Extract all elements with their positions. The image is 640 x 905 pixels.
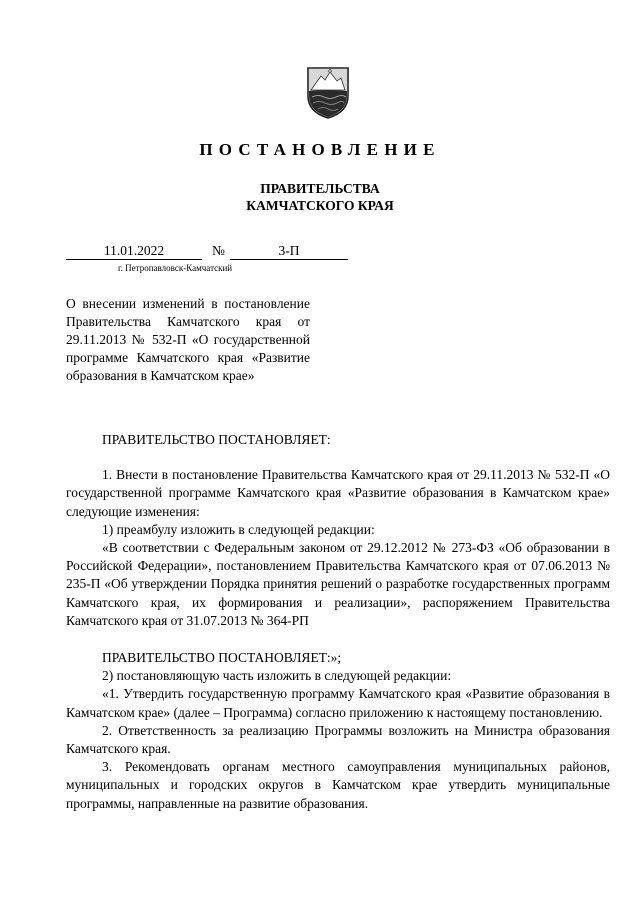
document-number: 3-П bbox=[230, 243, 348, 260]
paragraph-6: 2. Ответственность за реализацию Программы возложить на Министра образования Камчатского края. bbox=[66, 722, 610, 757]
document-body bbox=[66, 431, 610, 813]
paragraph-3: «В соответствии с Федеральным законом от 29.12.2012 № 273-ФЗ «Об образовании в Российской Федерации», постановлением Правительства Камчатского края от 07.06.2013 № 235-П «Об утверждении Порядка принятия решений о разработке государственных программ Камчатского края, их формирования и реализации», распоряжением Правительства Камчатского края от 31.07.2013 № 364-РП bbox=[66, 540, 610, 628]
resolves-quoted-line: ПРАВИТЕЛЬСТВО ПОСТАНОВЛЯЕТ:»; bbox=[102, 650, 342, 666]
issuer-name bbox=[0, 180, 640, 214]
issuer-line-1: ПРАВИТЕЛЬСТВА bbox=[260, 181, 380, 196]
paragraph-4: 2) постановляющую часть изложить в следующей редакции: bbox=[102, 668, 452, 684]
paragraph-2: 1) преамбулу изложить в следующей редакции: bbox=[102, 521, 375, 537]
document-subject: О внесении изменений в постановление Правительства Камчатского края от 29.11.2013 № 532-П «О государственной программе Камчатского края «Развитие образования в Камчатском крае» bbox=[66, 296, 310, 383]
paragraph-5: «1. Утвердить государственную программу Камчатского края «Развитие образования в Камчатском крае» (далее – Программа) согласно приложению к настоящему постановлению. bbox=[66, 686, 610, 720]
paragraph-7: 3. Рекомендовать органам местного самоуправления муниципальных районов, муниципальных и городских округов в Камчатском крае утвердить муниципальные программы, направленные на развитие образования. bbox=[66, 759, 610, 811]
number-sign: № bbox=[212, 243, 225, 258]
issue-city: г. Петропавловск-Камчатский bbox=[118, 263, 233, 273]
paragraph-1: 1. Внести в постановление Правительства Камчатского края от 29.11.2013 № 532-П «О государственной программе Камчатского края «Развитие образования в Камчатском крае» следующие изменения: bbox=[66, 467, 610, 519]
resolves-line: ПРАВИТЕЛЬСТВО ПОСТАНОВЛЯЕТ: bbox=[102, 432, 331, 447]
document-type-title: ПОСТАНОВЛЕНИЕ bbox=[199, 140, 441, 159]
issuer-line-2: КАМЧАТСКОГО КРАЯ bbox=[246, 198, 394, 213]
kamchatka-coat-of-arms-icon bbox=[304, 64, 352, 120]
document-date: 11.01.2022 bbox=[66, 243, 202, 260]
